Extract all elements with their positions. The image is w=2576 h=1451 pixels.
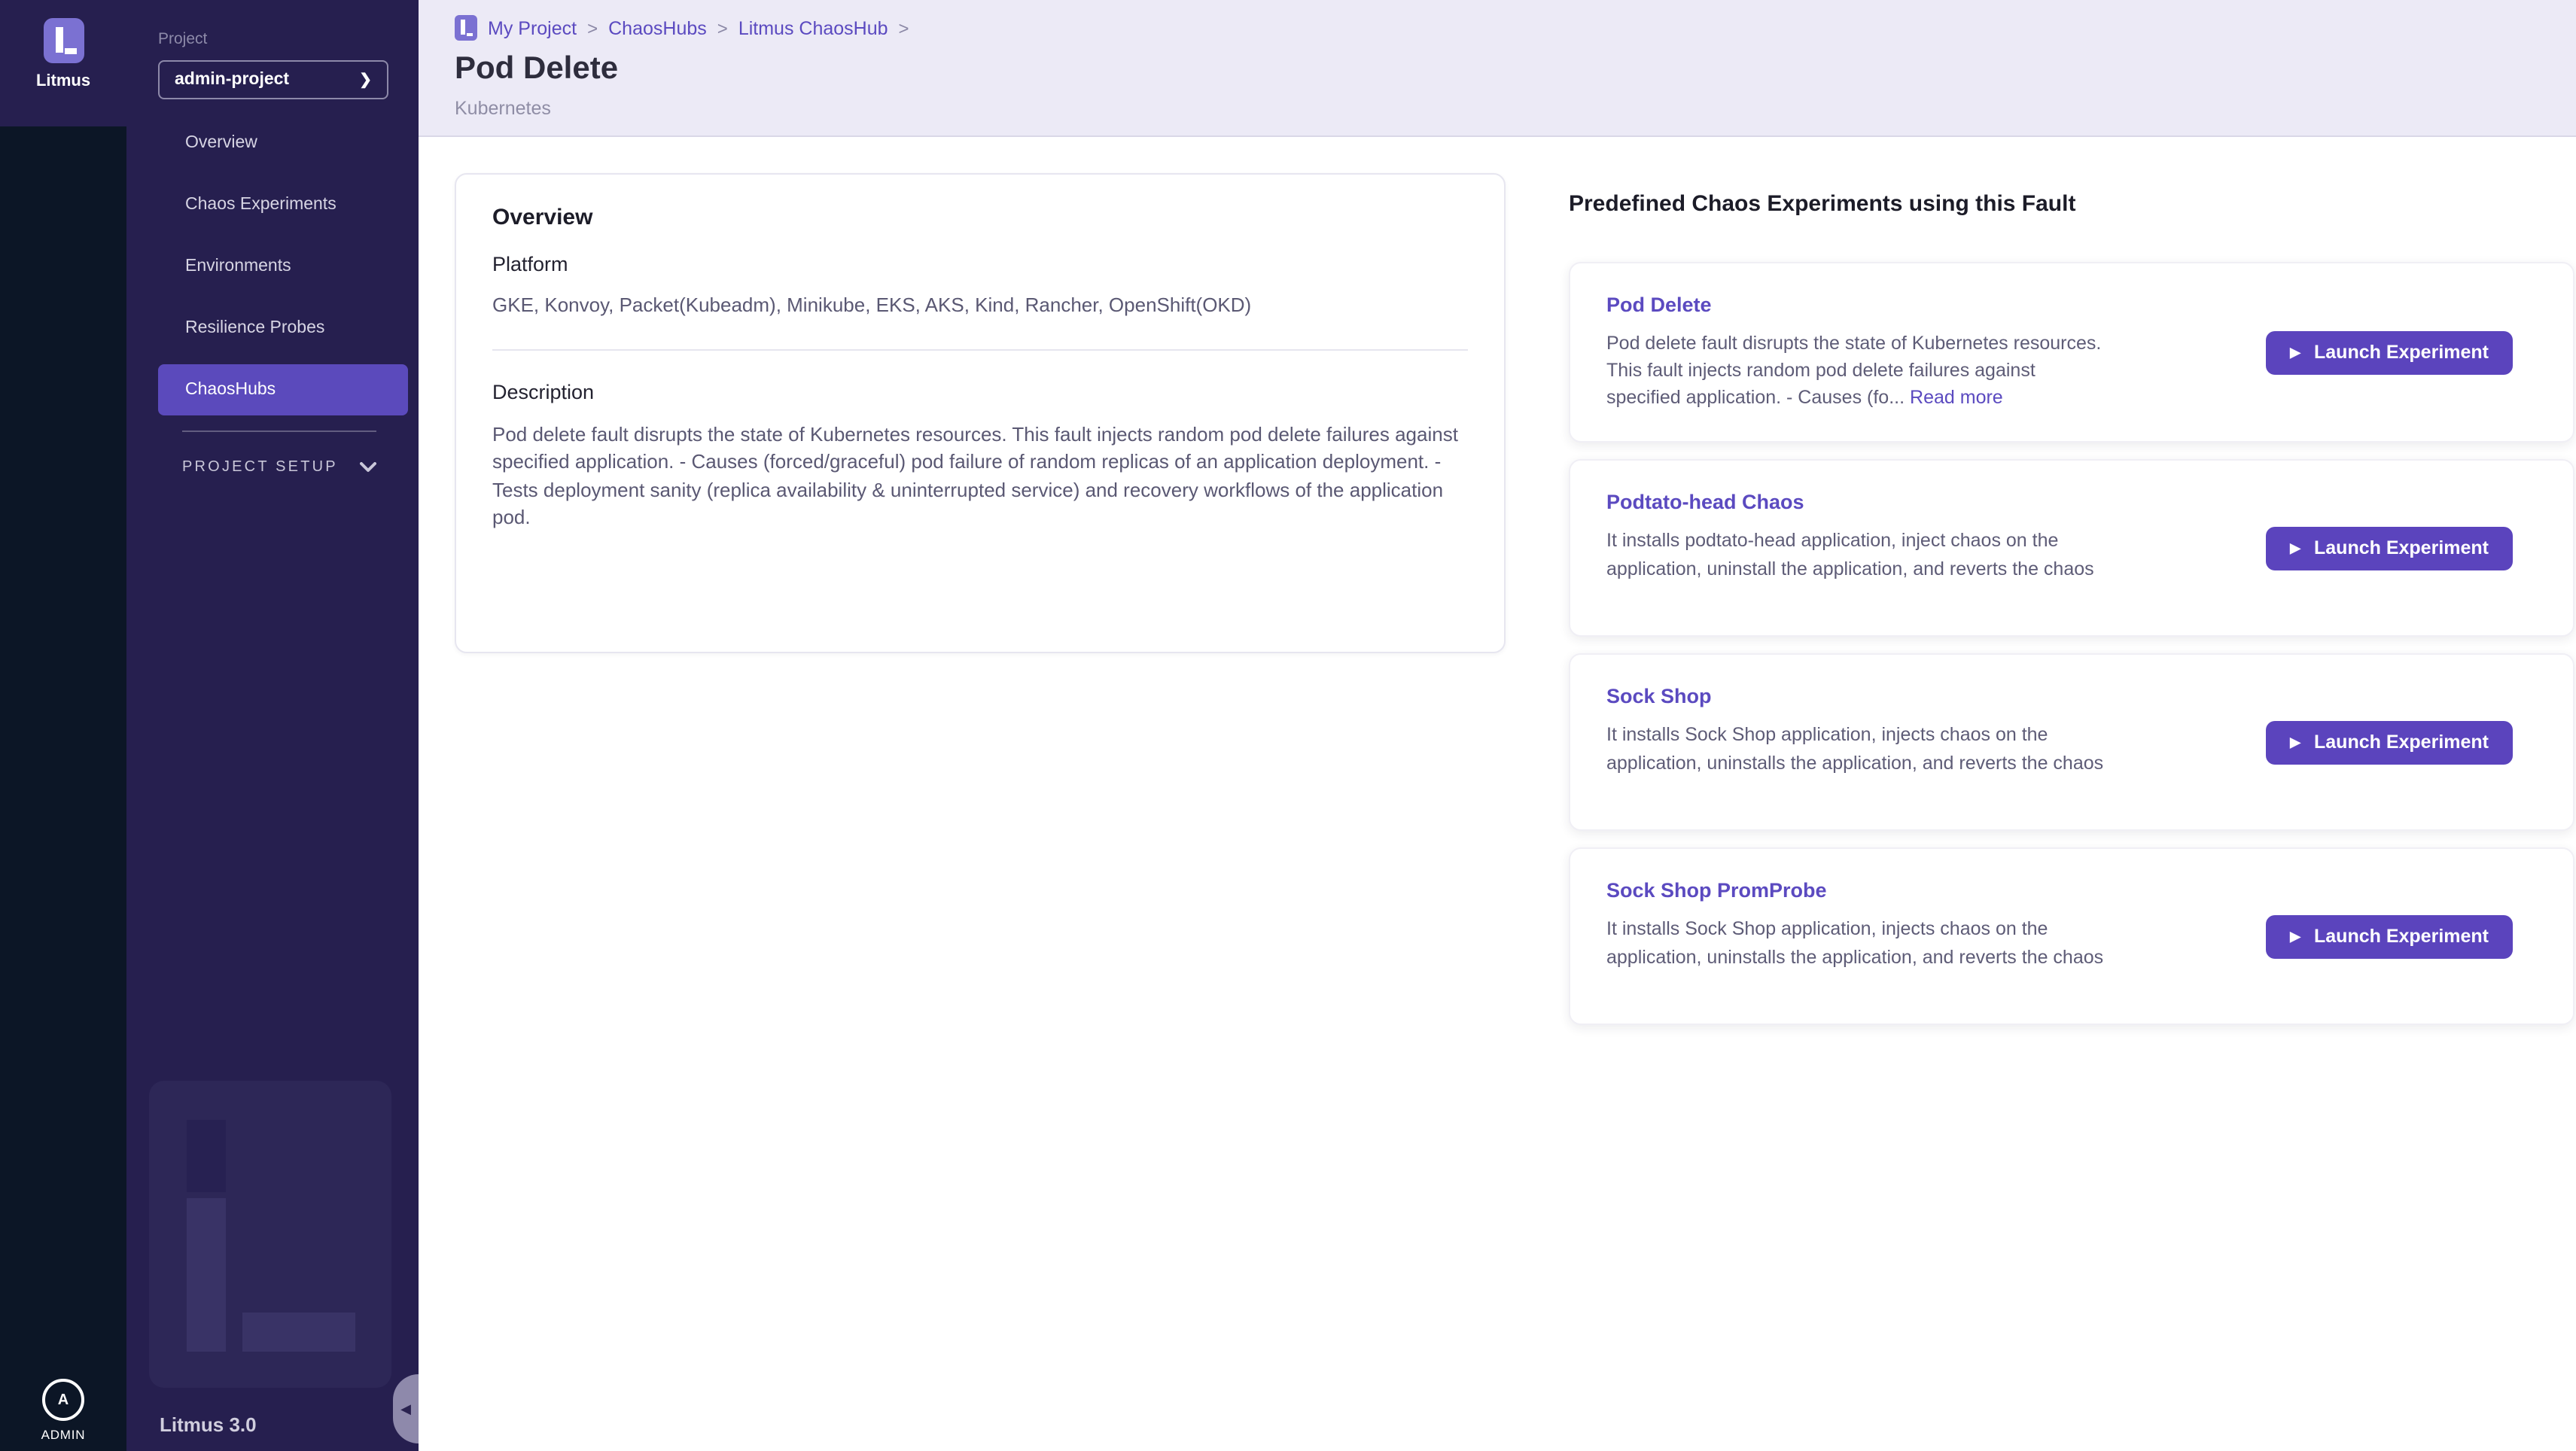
sidebar-item-overview[interactable] <box>158 117 408 169</box>
breadcrumb-litmus-chaoshub[interactable]: Litmus ChaosHub <box>738 17 888 38</box>
breadcrumb-separator: > <box>717 17 728 38</box>
main-body <box>419 137 2576 1451</box>
experiments-heading: Predefined Chaos Experiments using this Fault <box>1569 191 2076 217</box>
litmus-logo-icon <box>43 18 84 63</box>
sidebar <box>126 0 419 1451</box>
breadcrumb-my-project[interactable]: My Project <box>488 17 577 38</box>
breadcrumb-separator: > <box>898 17 909 38</box>
launch-experiment-button[interactable]: ▶ Launch Experiment <box>2266 721 2513 765</box>
page-subtitle: Kubernetes <box>455 98 551 119</box>
rail-user-block <box>0 1379 126 1442</box>
play-icon: ▶ <box>2290 344 2300 360</box>
chevron-down-icon <box>360 462 376 473</box>
sidebar-item-environments[interactable] <box>158 241 408 292</box>
avatar-initial: A <box>57 1392 69 1408</box>
platform-values: GKE, Konvoy, Packet(Kubeadm), Minikube, EKS, AKS, Kind, Rancher, OpenShift(OKD) <box>492 294 1252 316</box>
sidebar-item-label: Environments <box>185 257 291 275</box>
avatar[interactable] <box>42 1379 84 1421</box>
page-title: Pod Delete <box>455 51 619 86</box>
sidebar-item-label: ChaosHubs <box>185 381 276 399</box>
experiments-panel <box>1569 173 2574 1042</box>
sidebar-item-label: Resilience Probes <box>185 319 325 337</box>
experiment-description: It installs Sock Shop application, injects chaos on the application, uninstalls the application, and reverts the chaos <box>1606 918 2104 967</box>
page-header <box>419 0 2576 137</box>
read-more-link[interactable]: Read more <box>1910 387 2003 409</box>
project-label: Project <box>158 30 208 48</box>
main-area <box>419 0 2576 1451</box>
sidebar-item-chaos-experiments[interactable] <box>158 179 408 230</box>
breadcrumb-chaoshubs[interactable]: ChaosHubs <box>608 17 707 38</box>
sidebar-item-chaoshubs[interactable] <box>158 364 408 415</box>
sidebar-item-label: Chaos Experiments <box>185 196 336 214</box>
project-setup-toggle[interactable] <box>182 459 376 476</box>
experiment-description: Pod delete fault disrupts the state of Kubernetes resources. This fault injects random pod delete failures against specified application. - Causes (fo... Read more <box>1606 333 2102 409</box>
left-rail <box>0 0 126 1451</box>
version-label: Litmus 3.0 <box>160 1413 257 1436</box>
experiment-card-pod-delete <box>1569 262 2574 443</box>
experiment-description: It installs Sock Shop application, injects chaos on the application, uninstalls the application, and reverts the chaos <box>1606 724 2104 773</box>
sidebar-item-resilience-probes[interactable] <box>158 303 408 354</box>
breadcrumb-logo-icon[interactable] <box>455 15 477 41</box>
chevron-right-icon: ❯ <box>359 71 372 88</box>
launch-experiment-button[interactable]: ▶ Launch Experiment <box>2266 527 2513 570</box>
launch-experiment-button[interactable]: ▶ Launch Experiment <box>2266 915 2513 959</box>
project-setup-label: PROJECT SETUP <box>182 459 338 476</box>
overview-divider <box>492 349 1468 351</box>
avatar-label: ADMIN <box>41 1427 86 1442</box>
collapse-left-icon: ◀ <box>400 1401 411 1416</box>
experiment-card-sock-shop-promprobe <box>1569 848 2574 1026</box>
project-select[interactable] <box>158 60 388 99</box>
play-icon: ▶ <box>2290 540 2300 555</box>
experiment-description: It installs podtato-head application, inject chaos on the application, uninstall the application, and reverts the chaos <box>1606 530 2094 579</box>
experiment-card-podtato-head <box>1569 460 2574 637</box>
experiment-title[interactable]: Sock Shop PromProbe <box>1606 879 1827 902</box>
project-select-value: admin-project <box>175 71 290 89</box>
experiment-title[interactable]: Pod Delete <box>1606 294 1712 316</box>
sidebar-item-label: Overview <box>185 134 257 152</box>
breadcrumb <box>455 15 2576 41</box>
play-icon: ▶ <box>2290 928 2300 944</box>
description-label: Description <box>492 381 595 403</box>
litmus-watermark <box>149 1081 391 1388</box>
experiment-title[interactable]: Podtato-head Chaos <box>1606 491 1804 514</box>
sidebar-collapse-handle[interactable] <box>393 1374 419 1443</box>
sidebar-divider <box>182 430 376 432</box>
overview-title: Overview <box>492 205 593 230</box>
launch-experiment-button[interactable]: ▶ Launch Experiment <box>2266 330 2513 374</box>
sidebar-nav <box>126 117 419 415</box>
experiment-card-sock-shop <box>1569 654 2574 832</box>
play-icon: ▶ <box>2290 734 2300 750</box>
platform-label: Platform <box>492 253 568 275</box>
brand-name: Litmus <box>35 72 91 90</box>
rail-logo-block <box>0 0 126 126</box>
overview-card <box>455 173 1506 653</box>
description-text: Pod delete fault disrupts the state of Kubernetes resources. This fault injects random pod delete failures against specified application. - Causes (forced/graceful) pod failure of random replicas of an application deployment. - Tests deployment sanity (replica availability & uninterrupted service) and recovery workflows of the application pod. <box>492 423 1458 529</box>
experiment-title[interactable]: Sock Shop <box>1606 685 1712 708</box>
breadcrumb-separator: > <box>587 17 598 38</box>
